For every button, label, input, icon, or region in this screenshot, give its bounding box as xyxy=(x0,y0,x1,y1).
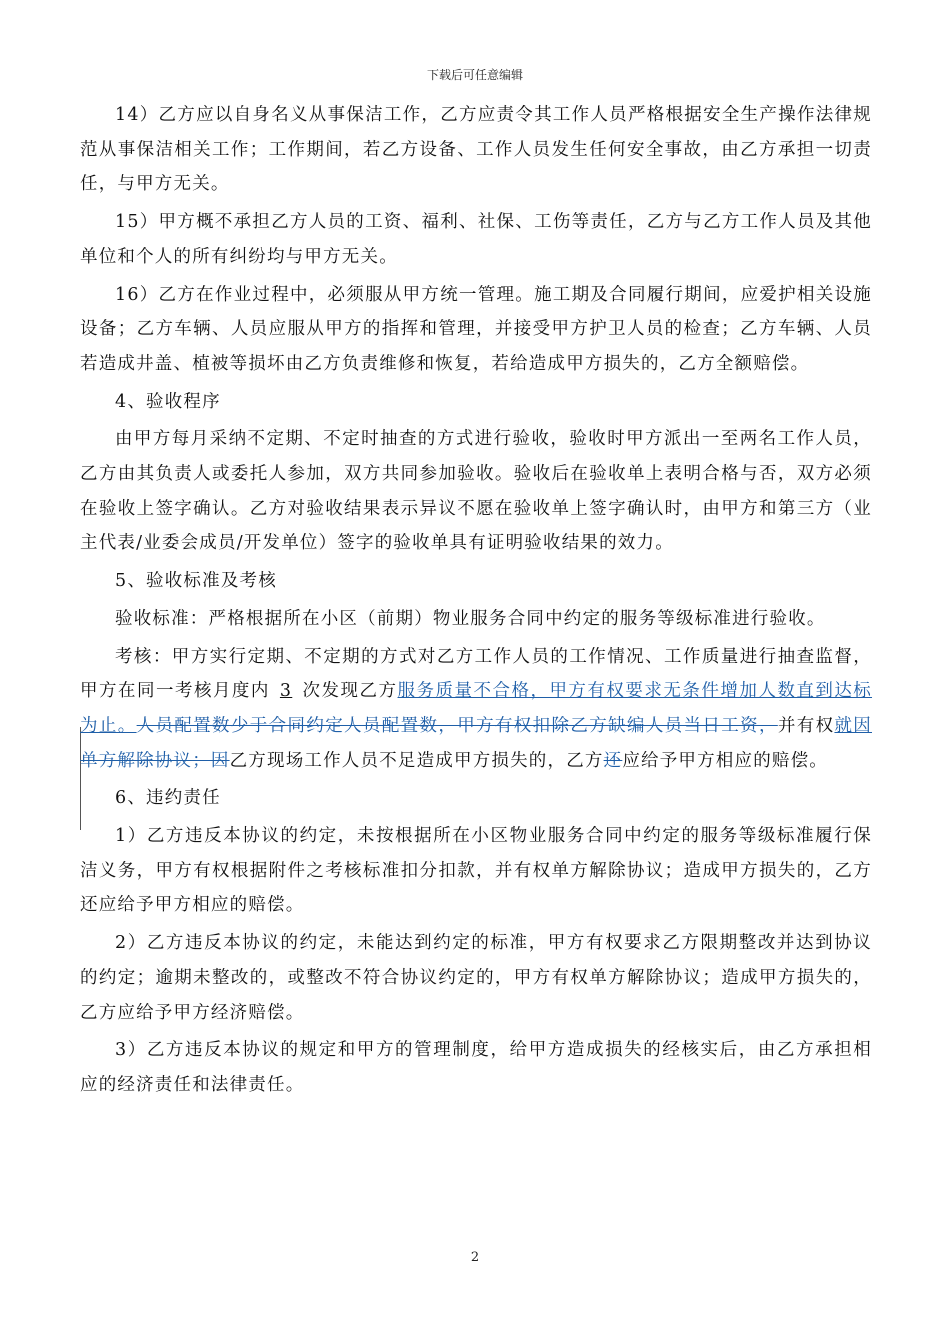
page-header: 下载后可任意编辑 xyxy=(426,68,523,82)
assessment-text: 考核：甲方实行定期、不定期的方式对乙方工作人员的工作情况、工作质量进行抽查监督，甲方在同一考核月度内 xyxy=(80,646,872,702)
liability-clause-1: 1）乙方违反本协议的约定，未按根据所在小区物业服务合同中约定的服务等级标准履行保洁义务，甲方有权根据附件之考核标准扣分扣款，并有权单方解除协议；造成甲方损失的，乙方还应给予甲方相应的赔偿。 xyxy=(80,826,872,916)
tracked-deletion: 单方解除协议；因 xyxy=(80,750,230,771)
tracked-insertion: 服务质量不合格，甲方有权要求无条件增加人数直到达标为止。 xyxy=(80,681,873,736)
document-body xyxy=(80,98,872,1106)
assessment-paragraph xyxy=(80,640,872,779)
clause-16: 16）乙方在作业过程中，必须服从甲方统一管理。施工期及合同履行期间，应爱护相关设施设备；乙方车辆、人员应服从甲方的指挥和管理，并接受甲方护卫人员的检查；乙方车辆、人员若造成井盖、植被等损坏由乙方负责维修和恢复，若给造成甲方损失的，乙方全额赔偿。 xyxy=(80,284,872,374)
tracked-deletion: 人员配置数少于合同约定人员配置数，甲方有权扣除乙方缺编人员当日工资， xyxy=(136,715,778,736)
liability-clause-3: 3）乙方违反本协议的规定和甲方的管理制度，给甲方造成损失的经核实后，由乙方承担相应的经济责任和法律责任。 xyxy=(80,1040,872,1095)
assessment-text: 并有权 xyxy=(777,715,835,736)
tracked-insertion: 就因 xyxy=(834,715,872,736)
clause-14: 14）乙方应以自身名义从事保洁工作，乙方应责令其工作人员严格根据安全生产操作法律规范从事保洁相关工作；工作期间，若乙方设备、工作人员发生任何安全事故，由乙方承担一切责任，与甲方无关。 xyxy=(80,105,872,195)
section-heading-6: 6、违约责任 xyxy=(115,788,221,809)
acceptance-standard: 验收标准：严格根据所在小区（前期）物业服务合同中约定的服务等级标准进行验收。 xyxy=(115,608,826,629)
section-4-body: 由甲方每月采纳不定期、不定时抽查的方式进行验收，验收时甲方派出一至两名工作人员，乙方由其负责人或委托人参加，双方共同参加验收。验收后在验收单上表明合格与否，双方必须在验收上签字确认。乙方对验收结果表示异议不愿在验收单上签字确认时，由甲方和第三方（业主代表/业委会成员/开发单位）签字的验收单具有证明验收结果的效力。 xyxy=(80,429,872,554)
page-number: 2 xyxy=(470,1250,480,1265)
tracked-deletion: 还 xyxy=(603,750,623,771)
assessment-text: 乙方现场工作人员不足造成甲方损失的，乙方 xyxy=(229,750,604,771)
clause-15: 15）甲方概不承担乙方人员的工资、福利、社保、工伤等责任，乙方与乙方工作人员及其他单位和个人的所有纠纷均与甲方无关。 xyxy=(80,212,872,267)
section-heading-5: 5、验收标准及考核 xyxy=(115,571,277,592)
assessment-text: 应给予甲方相应的赔偿。 xyxy=(622,750,829,771)
assessment-count-blank: 3 xyxy=(279,681,293,702)
section-heading-4: 4、验收程序 xyxy=(115,391,221,412)
liability-clause-2: 2）乙方违反本协议的约定，未能达到约定的标准，甲方有权要求乙方限期整改并达到协议的约定；逾期未整改的，或整改不符合协议约定的，甲方有权单方解除协议；造成甲方损失的，乙方应给予甲方经济赔偿。 xyxy=(80,933,872,1023)
assessment-text: 次发现乙方 xyxy=(302,681,398,702)
